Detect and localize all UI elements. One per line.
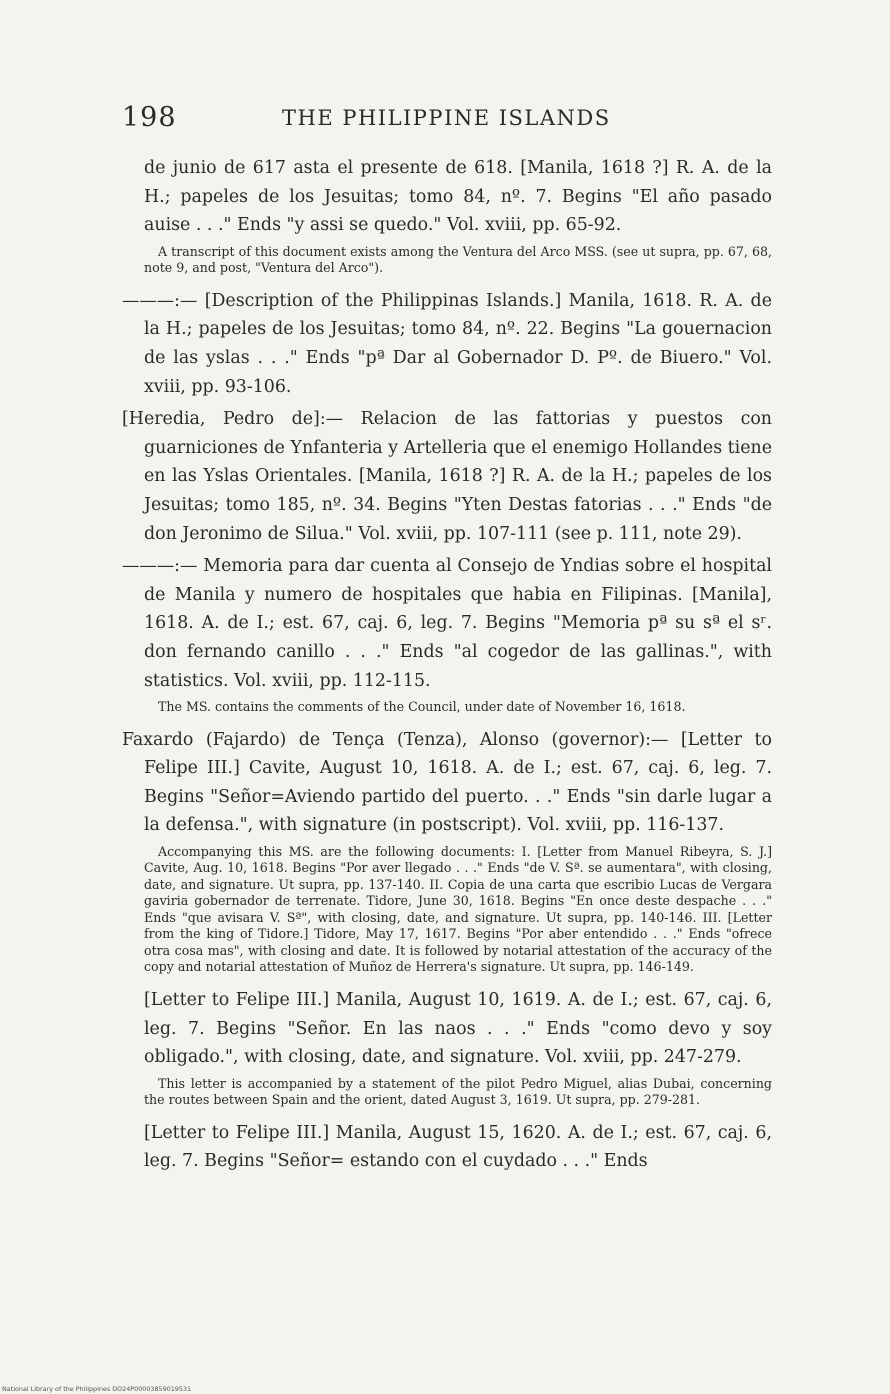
- page-header: [122, 102, 782, 142]
- bibliography-body: [122, 154, 772, 1180]
- bibliography-note: The MS. contains the comments of the Council, under date of November 16, 1618.: [158, 699, 686, 715]
- bibliography-entry: ———:— [Description of the Philippinas Islands.] Manila, 1618. R. A. de la H.; papeles de los Jesuitas; tomo 84, nº. 22. Begins "La gouernacion de las yslas . . ." Ends "pª Dar al Gobernador D. Pº. de Biuero." Vol. xviii, pp. 93-106.: [122, 290, 772, 397]
- bibliography-entry: de junio de 617 asta el presente de 618. [Manila, 1618 ?] R. A. de la H.; papeles de los Jesuitas; tomo 84, nº. 7. Begins "El año pasado auise . . ." Ends "y assi se quedo." Vol. xviii, pp. 65-92.: [144, 158, 772, 236]
- bibliography-note: A transcript of this document exists among the Ventura del Arco MSS. (see ut supra, pp. 67, 68, note 9, and post, "Ventura del Arco").: [144, 243, 772, 276]
- bibliography-entry: ———:— Memoria para dar cuenta al Consejo de Yndias sobre el hospital de Manila y numero de hospitales que habia en Filipinas. [Manila], 1618. A. de I.; est. 67, caj. 6, leg. 7. Begins "Memoria pª su sª el sʳ. don fernando canillo . . ." Ends "al cogedor de las gallinas.", with statistics. Vol. xviii, pp. 112-115.: [122, 556, 772, 691]
- running-head: THE PHILIPPINE ISLANDS: [282, 106, 611, 130]
- bibliography-note: This letter is accompanied by a statement of the pilot Pedro Miguel, alias Dubai, concerning the routes between Spain and the orient, dated August 3, 1619. Ut supra, pp. 279-281.: [144, 1075, 772, 1108]
- page-number: 198: [122, 102, 177, 133]
- bibliography-entry: [Letter to Felipe III.] Manila, August 15, 1620. A. de I.; est. 67, caj. 6, leg. 7. Begins "Señor= estando con el cuydado . . ." Ends: [144, 1122, 772, 1172]
- bibliography-note: Accompanying this MS. are the following documents: I. [Letter from Manuel Ribeyra, S. J.] Cavite, Aug. 10, 1618. Begins "Por aver llegado . . ." Ends "de V. Sª. se aumentara", with closing, date, and signature. Ut supra, pp. 137-140. II. Copia de una carta que escribio Lucas de Vergara gaviria gobernador de terrenate. Tidore, June 30, 1618. Begins "En once deste despache . . ." Ends "que avisara V. Sª", with closing, date, and signature. Ut supra, pp. 140-146. III. [Letter from the king of Tidore.] Tidore, May 17, 1617. Begins "Por aber entendido . . ." Ends "ofrece otra cosa mas", with closing and date. It is followed by notarial attestation of the accuracy of the copy and notarial attestation of Muñoz de Herrera's signature. Ut supra, pp. 146-149.: [144, 843, 772, 975]
- bibliography-entry: [Heredia, Pedro de]:— Relacion de las fattorias y puestos con guarniciones de Ynfanteria y Artelleria que el enemigo Hollandes tiene en las Yslas Orientales. [Manila, 1618 ?] R. A. de la H.; papeles de los Jesuitas; tomo 185, nº. 34. Begins "Yten Destas fatorias . . ." Ends "de don Jeronimo de Silua." Vol. xviii, pp. 107-111 (see p. 111, note 29).: [122, 409, 772, 544]
- bibliography-entry: Faxardo (Fajardo) de Tença (Tenza), Alonso (governor):— [Letter to Felipe III.] Cavite, August 10, 1618. A. de I.; est. 67, caj. 6, leg. 7. Begins "Señor=Aviendo partido del puerto. . ." Ends "sin darle lugar a la defensa.", with signature (in postscript). Vol. xviii, pp. 116-137.: [122, 729, 772, 836]
- bibliography-entry: [Letter to Felipe III.] Manila, August 10, 1619. A. de I.; est. 67, caj. 6, leg. 7. Begins "Señor. En las naos . . ." Ends "como devo y soy obligado.", with closing, date, and signature. Vol. xviii, pp. 247-279.: [144, 989, 772, 1068]
- scan-credit: National Library of the Philippines DO24P00003859019531: [2, 1385, 192, 1393]
